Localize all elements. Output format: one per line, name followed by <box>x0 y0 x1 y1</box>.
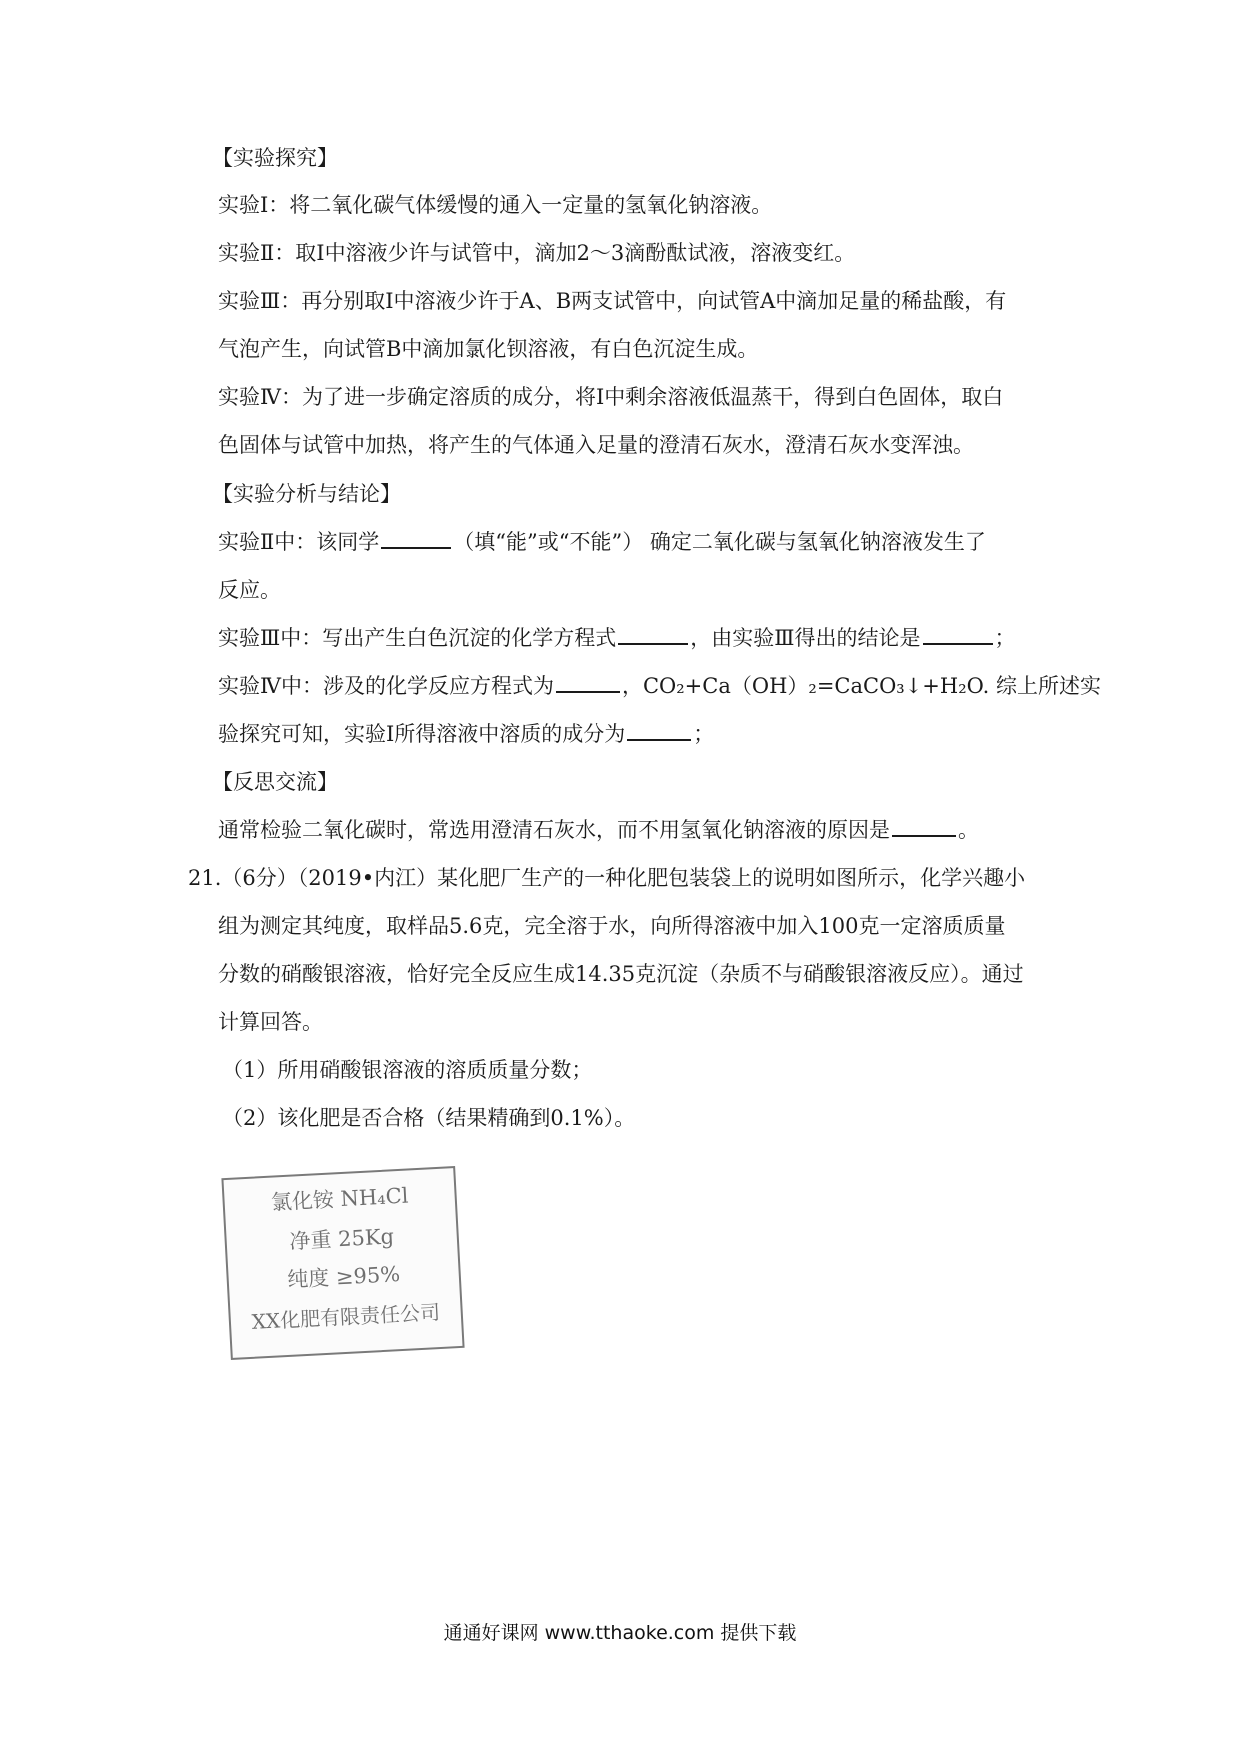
analysis-2 <box>218 623 1016 653</box>
reflection-1 <box>218 815 979 845</box>
question-21-line-1: 21.（6分）（2019•内江）某化肥厂生产的一种化肥包装袋上的说明如图所示，化学兴趣小 <box>188 866 1026 890</box>
answer-blank[interactable] <box>923 623 993 645</box>
answer-blank[interactable] <box>618 623 688 645</box>
analysis-1 <box>218 527 986 557</box>
analysis-2-text-c: ； <box>994 626 1016 650</box>
analysis-3 <box>218 671 1101 701</box>
experiment-4-line-2: 色固体与试管中加热，将产生的气体通入足量的澄清石灰水，澄清石灰水变浑浊。 <box>218 433 974 457</box>
analysis-1-line-2: 反应。 <box>218 578 281 602</box>
question-21-line-3: 分数的硝酸银溶液，恰好完全反应生成14.35克沉淀（杂质不与硝酸银溶液反应）。通过 <box>218 962 1024 986</box>
label-net-weight: 净重 25Kg <box>288 1224 395 1254</box>
analysis-3-line-2 <box>218 719 714 749</box>
question-21-line-4: 计算回答。 <box>218 1010 323 1034</box>
label-product-name: 氯化铵 NH₄Cl <box>270 1183 409 1215</box>
analysis-3-line-2-text-b: ； <box>693 722 715 746</box>
analysis-1-text-b: （填“能”或“不能”） 确定二氧化碳与氢氧化钠溶液发生了 <box>453 530 986 554</box>
experiment-2: 实验Ⅱ：取Ⅰ中溶液少许与试管中，滴加2～3滴酚酞试液，溶液变红。 <box>218 241 856 265</box>
label-purity: 纯度 ≥95% <box>286 1262 401 1292</box>
analysis-1-text-a: 实验Ⅱ中：该同学 <box>218 530 380 554</box>
analysis-heading: 【实验分析与结论】 <box>212 482 401 506</box>
answer-blank[interactable] <box>892 815 956 837</box>
analysis-3-line-2-text-a: 验探究可知，实验Ⅰ所得溶液中溶质的成分为 <box>218 722 626 746</box>
analysis-2-text-a: 实验Ⅲ中：写出产生白色沉淀的化学方程式 <box>218 626 617 650</box>
experiment-1: 实验Ⅰ：将二氧化碳气体缓慢的通入一定量的氢氧化钠溶液。 <box>218 193 773 217</box>
analysis-3-text-b: ，CO₂+Ca（OH）₂=CaCO₃↓+H₂O. 综上所述实 <box>621 674 1101 698</box>
reflection-heading: 【反思交流】 <box>212 770 338 794</box>
experiment-4-line-1: 实验Ⅳ：为了进一步确定溶质的成分，将Ⅰ中剩余溶液低温蒸干，得到白色固体，取白 <box>218 385 1004 409</box>
analysis-2-text-b: ，由实验Ⅲ得出的结论是 <box>690 626 921 650</box>
experiment-3-line-2: 气泡产生，向试管B中滴加氯化钡溶液，有白色沉淀生成。 <box>218 337 759 361</box>
question-21-line-2: 组为测定其纯度，取样品5.6克，完全溶于水，向所得溶液中加入100克一定溶质质量 <box>218 914 1006 938</box>
fertilizer-label-image <box>221 1166 464 1360</box>
exploration-heading: 【实验探究】 <box>212 146 338 170</box>
label-company: XX化肥有限责任公司 <box>251 1300 441 1334</box>
answer-blank[interactable] <box>556 671 620 693</box>
question-21-sub-2: （2）该化肥是否合格（结果精确到0.1%）。 <box>222 1106 636 1130</box>
experiment-3-line-1: 实验Ⅲ：再分别取Ⅰ中溶液少许于A、B两支试管中，向试管A中滴加足量的稀盐酸，有 <box>218 289 1007 313</box>
footer-watermark[interactable]: 通通好课网 www.tthaoke.com 提供下载 <box>443 1622 797 1644</box>
question-21-sub-1: （1）所用硝酸银溶液的溶质质量分数； <box>222 1058 593 1082</box>
answer-blank[interactable] <box>381 527 451 549</box>
answer-blank[interactable] <box>627 719 691 741</box>
analysis-3-text-a: 实验Ⅳ中：涉及的化学反应方程式为 <box>218 674 554 698</box>
reflection-1-text-a: 通常检验二氧化碳时，常选用澄清石灰水，而不用氢氧化钠溶液的原因是 <box>218 818 890 842</box>
reflection-1-text-b: 。 <box>958 818 979 842</box>
